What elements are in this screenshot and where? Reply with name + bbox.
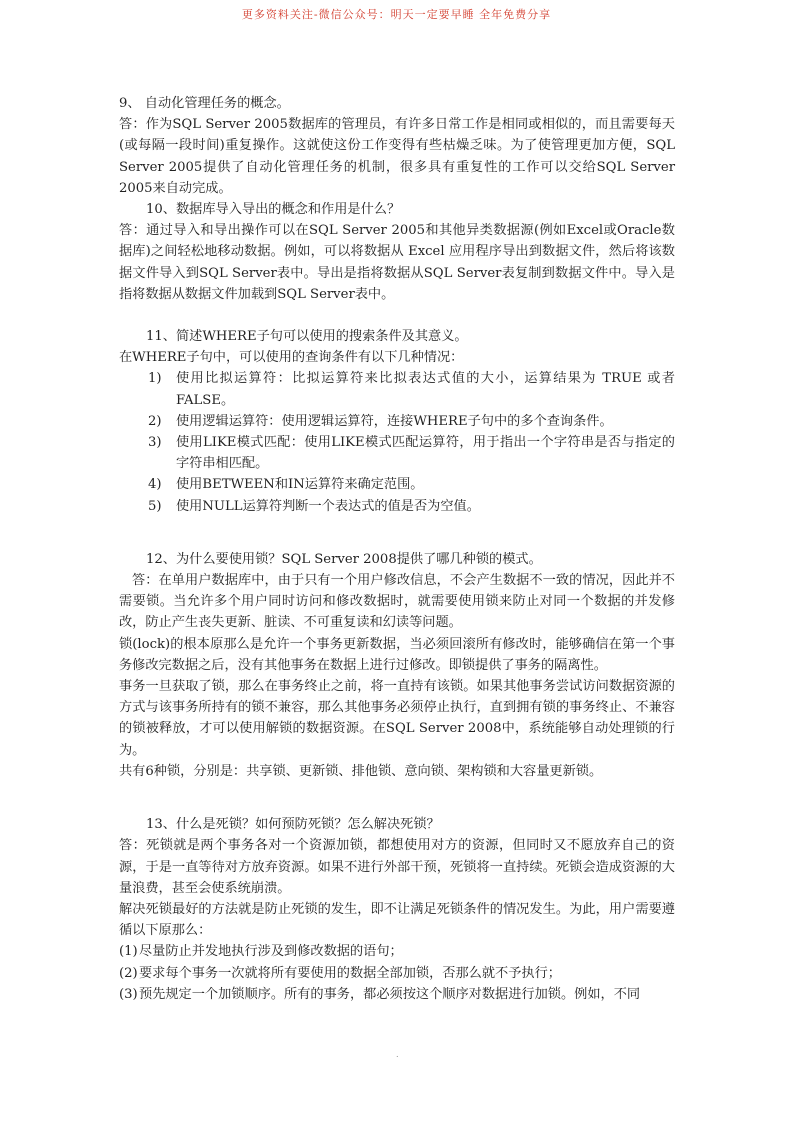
list-item-text: 使用比拟运算符：比拟运算符来比拟表达式值的大小，运算结果为 TRUE 或者FALSE。	[176, 371, 675, 408]
list-item-number: 2)	[148, 413, 162, 429]
list-item-text: 使用逻辑运算符：使用逻辑运算符，连接WHERE子句中的多个查询条件。	[176, 413, 613, 429]
list-item	[119, 368, 675, 410]
question-12-paragraph: 锁(lock)的根本原那么是允许一个事务更新数据，当必须回滚所有修改时，能够确信在第一个事务修改完数据之后，没有其他事务在数据上进行过修改。即锁提供了事务的隔离性。	[119, 636, 675, 673]
list-item-text: 预先规定一个加锁顺序。所有的事务，都必须按这个顺序对数据进行加锁。例如，不同	[139, 986, 641, 1002]
question-12-answer: 答：在单用户数据库中，由于只有一个用户修改信息，不会产生数据不一致的情况，因此并不需要锁。当允许多个用户同时访问和修改数据时，就需要使用锁来防止对同一个数据的并发修改，防止产生丧失更新、脏读、不可重复读和幻读等问题。	[119, 573, 675, 631]
footer-mark: .	[396, 1050, 399, 1059]
list-item-text: 使用BETWEEN和IN运算符来确定范围。	[176, 477, 424, 493]
question-10-title: 10、数据库导入导出的概念和作用是什么？	[146, 202, 401, 218]
question-12-paragraph: 事务一旦获取了锁，那么在事务终止之前，将一直持有该锁。如果其他事务尝试访问数据资源的方式与该事务所持有的锁不兼容，那么其他事务必须停止执行，直到拥有锁的事务终止、不兼容的锁被释放，才可以使用解锁的数据资源。在SQL Server 2008中，系统能够自动处理锁的行为。	[119, 679, 675, 758]
list-item	[119, 474, 675, 495]
document-body	[119, 93, 675, 1005]
list-item-text: 要求每个事务一次就将所有要使用的数据全部加锁，否那么就不予执行；	[139, 965, 561, 981]
list-item	[119, 984, 675, 1005]
question-9-answer: 答：作为SQL Server 2005数据库的管理员，有许多日常工作是相同或相似的，而且需要每天(或每隔一段时间)重复操作。这就使这份工作变得有些枯燥乏味。为了使管理更加方便，SQL Server 2005提供了自动化管理任务的机制，很多具有重复性的工作可以交给SQL Server 2005来自动完成。	[119, 117, 675, 196]
question-9-title: 9、 自动化管理任务的概念。	[119, 96, 290, 111]
list-item	[119, 496, 675, 517]
question-12-title: 12、为什么要使用锁？SQL Server 2008提供了哪几种锁的模式。	[146, 551, 542, 567]
header-banner: 更多资料关注-微信公众号：明天一定要早睡 全年免费分享	[241, 8, 552, 21]
question-11-list	[119, 368, 675, 516]
question-10-answer: 答：通过导入和导出操作可以在SQL Server 2005和其他异类数据源(例如Excel或Oracle数据库)之间轻松地移动数据。例如，可以将数据从 Excel 应用程序导出到数据文件，然后将该数据文件导入到SQL Server表中。导出是指将数据从SQL Server表复制到数据文件中。导入是指将数据从数据文件加载到SQL Server表中。	[119, 223, 675, 302]
list-item-number: (1)	[119, 944, 138, 960]
list-item	[119, 941, 675, 962]
question-13-title: 13、什么是死锁？如何预防死锁？怎么解决死锁？	[146, 817, 440, 833]
list-item-number: 4)	[148, 477, 162, 493]
list-item	[119, 432, 675, 474]
list-item-text: 使用NULL运算符判断一个表达式的值是否为空值。	[176, 498, 480, 514]
list-item	[119, 963, 675, 984]
list-item-text: 使用LIKE模式匹配：使用LIKE模式匹配运算符，用于指出一个字符串是否与指定的字符串相匹配。	[176, 435, 675, 472]
list-item-number: (3)	[119, 986, 138, 1002]
list-item-number: 1)	[148, 371, 162, 387]
question-12-lock-types: 共有6种锁，分别是：共享锁、更新锁、排他锁、意向锁、架构锁和大容量更新锁。	[119, 763, 603, 779]
question-13-list	[119, 941, 675, 1005]
list-item-number: 5)	[148, 498, 162, 514]
list-item-number: (2)	[119, 965, 138, 981]
question-13-paragraph: 解决死锁最好的方法就是防止死锁的发生，即不让满足死锁条件的情况发生。为此，用户需要遵循以下原那么：	[119, 901, 675, 939]
question-11-title: 11、简述WHERE子句可以使用的搜索条件及其意义。	[146, 329, 468, 345]
list-item-text: 尽量防止并发地执行涉及到修改数据的语句；	[139, 944, 403, 960]
list-item-number: 3)	[148, 435, 162, 451]
question-11-intro: 在WHERE子句中，可以使用的查询条件有以下几种情况：	[119, 350, 464, 366]
list-item	[119, 411, 675, 432]
question-13-answer: 答：死锁就是两个事务各对一个资源加锁，都想使用对方的资源，但同时又不愿放弃自己的资源，于是一直等待对方放弃资源。如果不进行外部干预，死锁将一直持续。死锁会造成资源的大量浪费，甚至会使系统崩溃。	[119, 838, 675, 896]
